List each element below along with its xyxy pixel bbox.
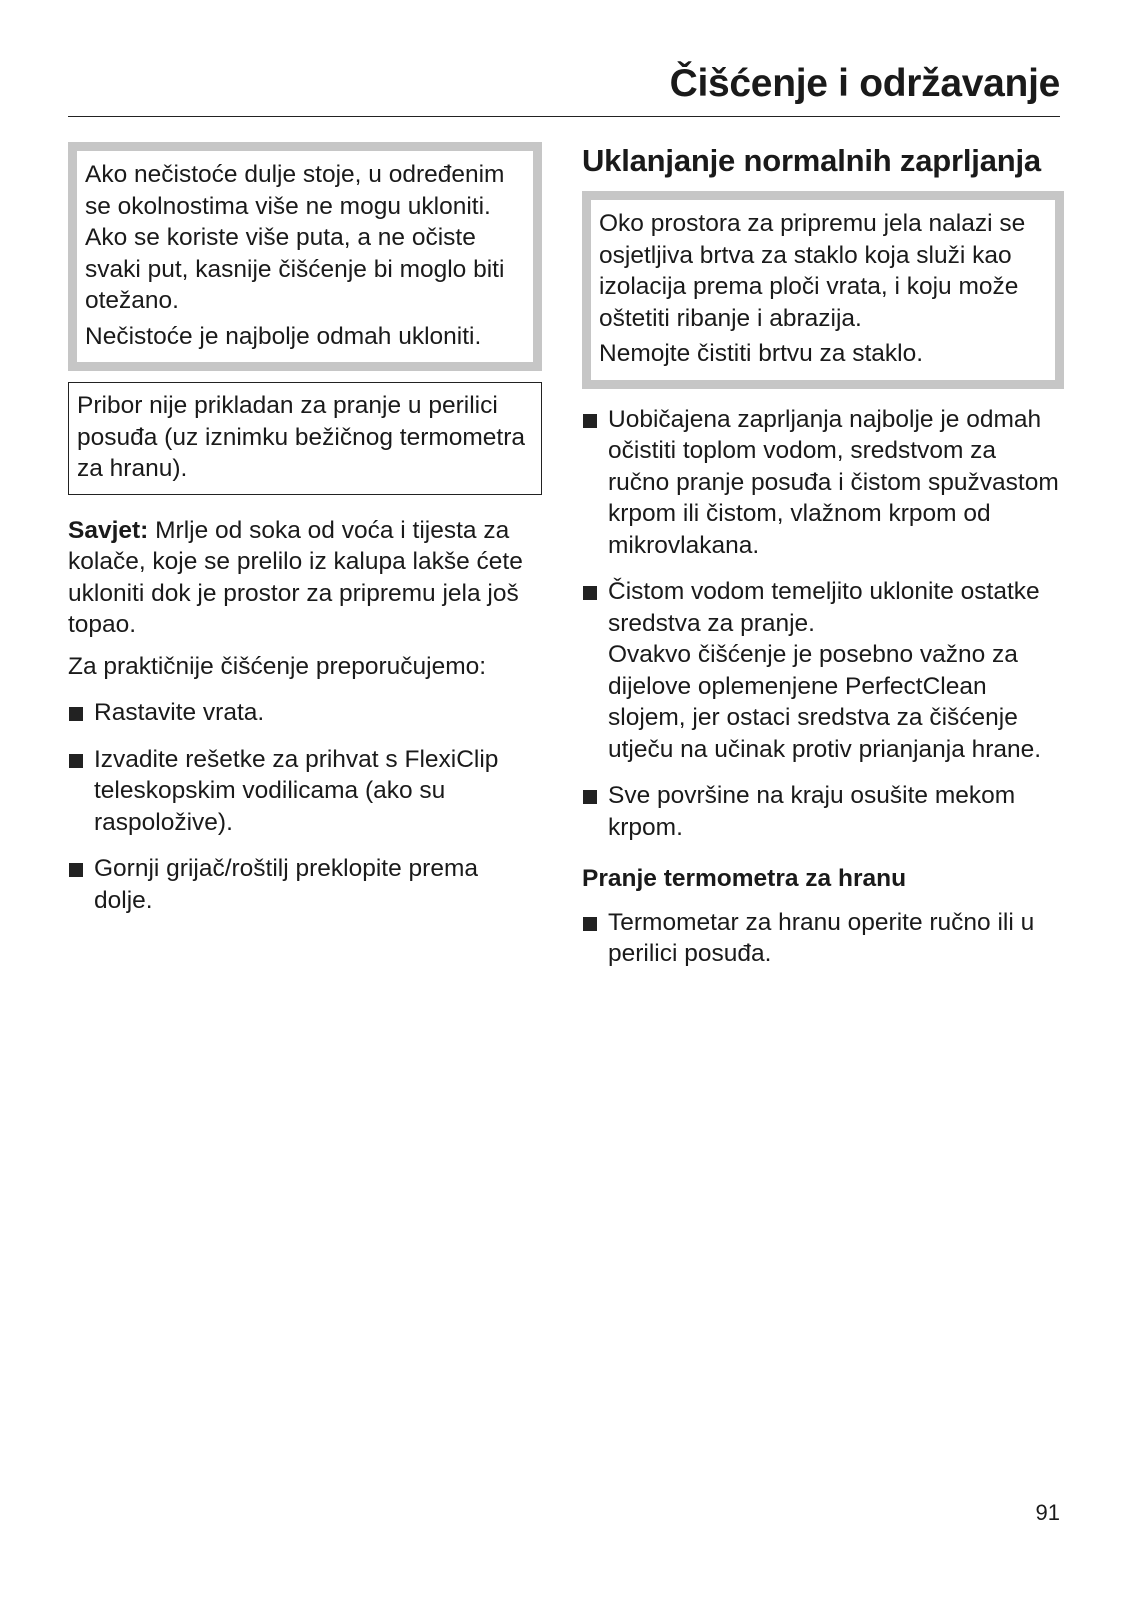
square-bullet-icon (583, 586, 597, 600)
page-header (68, 58, 1060, 117)
warning-box (582, 191, 1064, 389)
square-bullet-icon (69, 863, 83, 877)
list-item-continuation: Ovakvo čišćenje je posebno važno za dijelove oplemenjene PerfectClean slojem, jer ostaci sredstva za čišćenje utječu na učinak protiv prianjanja hrane. (608, 641, 1042, 763)
square-bullet-icon (69, 754, 83, 768)
list-item: Sve površine na kraju osušite mekom krpom. (582, 780, 1064, 843)
right-bullet-list-2 (582, 907, 1064, 970)
right-bullet-list (582, 404, 1064, 844)
page-number: 91 (1035, 1500, 1060, 1525)
list-item: Izvadite rešetke za prihvat s FlexiClip teleskopskim vodilicama (ako su raspoložive). (68, 744, 542, 839)
square-bullet-icon (69, 707, 83, 721)
left-bullet-list (68, 697, 542, 916)
section-heading: Uklanjanje normalnih zaprljanja (582, 143, 1041, 178)
left-column (68, 142, 542, 916)
list-item: Termometar za hranu operite ručno ili u perilici posuđa. (582, 907, 1064, 970)
tip-paragraph (68, 515, 542, 641)
list-item: Uobičajena zaprljanja najbolje je odmah očistiti toplom vodom, sredstvom za ručno pranje posuđa i čistom spužvastom krpom ili čistom, vlažnom krpom od mikrovlakana. (582, 404, 1064, 562)
warning-text: Oko prostora za pripremu jela nalazi se osjetljiva brtva za staklo koja služi kao izolacija prema ploči vrata, i koju može oštetiti ribanje i abrazija. (599, 210, 1026, 332)
tip-label: Savjet: (68, 516, 149, 544)
warning-text: Ako nečistoće dulje stoje, u određenim se okolnostima više ne mogu ukloniti. Ako se koriste više puta, a ne očiste svaki put, kasnije čišćenje bi moglo biti otežano. (85, 161, 505, 314)
list-item: Rastavite vrata. (68, 697, 542, 729)
note-text: Pribor nije prikladan za pranje u perilici posuđa (uz iznimku bežičnog termometra za hranu). (77, 392, 526, 482)
subsection-heading: Pranje termometra za hranu (582, 865, 907, 892)
page-title: Čišćenje i održavanje (669, 62, 1060, 105)
warning-text-conclusion: Nemojte čistiti brtvu za staklo. (599, 340, 924, 367)
warning-text-conclusion: Nečistoće je najbolje odmah ukloniti. (85, 322, 482, 350)
tip-text: Mrlje od soka od voća i tijesta za kolače, koje se prelilo iz kalupa lakše ćete ukloniti dok je prostor za pripremu jela još topao. (68, 516, 523, 638)
list-item: Gornji grijač/roštilj preklopite prema dolje. (68, 853, 542, 916)
warning-box (68, 142, 542, 371)
note-box (68, 382, 542, 495)
square-bullet-icon (583, 414, 597, 428)
square-bullet-icon (583, 917, 597, 931)
square-bullet-icon (583, 790, 597, 804)
right-column (582, 142, 1064, 970)
list-item: Čistom vodom temeljito uklonite ostatke sredstva za pranje. Ovakvo čišćenje je posebno važno za dijelove oplemenjene PerfectClean slojem, jer ostaci sredstva za čišćenje utječu na učinak protiv prianjanja hrane. (582, 576, 1064, 765)
intro-paragraph: Za praktičnije čišćenje preporučujemo: (68, 652, 487, 680)
